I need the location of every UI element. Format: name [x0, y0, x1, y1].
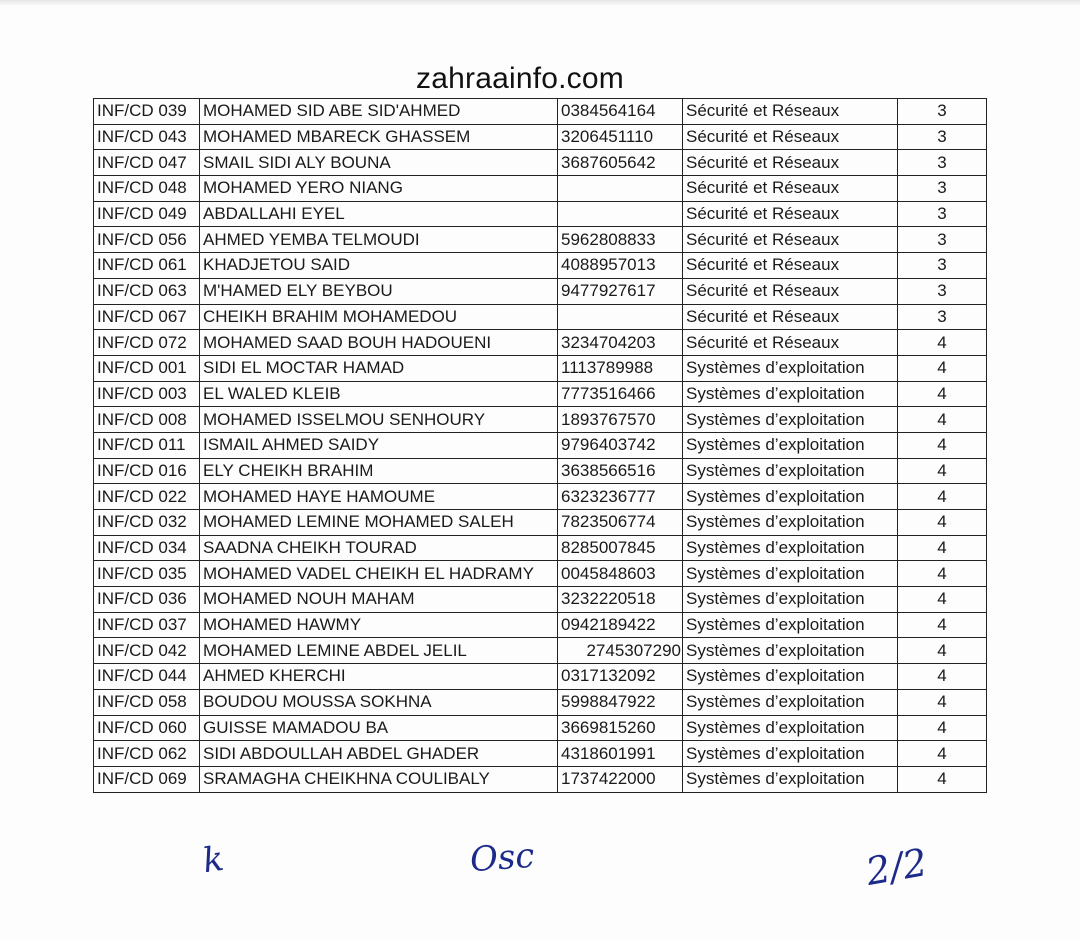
- student-code-cell: INF/CD 060: [94, 715, 200, 741]
- field-cell: Systèmes d’exploitation: [683, 664, 898, 690]
- field-cell: Systèmes d’exploitation: [683, 458, 898, 484]
- table-row: [94, 561, 987, 587]
- student-code-cell: INF/CD 061: [94, 253, 200, 279]
- level-cell: 3: [898, 150, 987, 176]
- phone-cell: 5962808833: [558, 227, 683, 253]
- field-cell: Systèmes d’exploitation: [683, 535, 898, 561]
- level-cell: 4: [898, 381, 987, 407]
- level-cell: 4: [898, 664, 987, 690]
- table-row: [94, 612, 987, 638]
- phone-cell: 3638566516: [558, 458, 683, 484]
- phone-cell: 6323236777: [558, 484, 683, 510]
- phone-cell: 5998847922: [558, 689, 683, 715]
- student-code-cell: INF/CD 034: [94, 535, 200, 561]
- table-row: [94, 664, 987, 690]
- level-cell: 4: [898, 407, 987, 433]
- level-cell: 3: [898, 304, 987, 330]
- table-row: [94, 535, 987, 561]
- table-row: [94, 227, 987, 253]
- phone-cell: 3234704203: [558, 330, 683, 356]
- student-code-cell: INF/CD 022: [94, 484, 200, 510]
- student-name-cell: SIDI ABDOULLAH ABDEL GHADER: [200, 741, 558, 767]
- student-code-cell: INF/CD 032: [94, 510, 200, 536]
- student-name-cell: MOHAMED SID ABE SID'AHMED: [200, 99, 558, 125]
- level-cell: 4: [898, 510, 987, 536]
- phone-cell: [558, 201, 683, 227]
- student-code-cell: INF/CD 037: [94, 612, 200, 638]
- level-cell: 3: [898, 278, 987, 304]
- level-cell: 3: [898, 253, 987, 279]
- phone-cell: 3232220518: [558, 587, 683, 613]
- field-cell: Systèmes d’exploitation: [683, 741, 898, 767]
- student-name-cell: MOHAMED LEMINE ABDEL JELIL: [200, 638, 558, 664]
- student-name-cell: SAADNA CHEIKH TOURAD: [200, 535, 558, 561]
- phone-cell: [558, 176, 683, 202]
- level-cell: 4: [898, 458, 987, 484]
- field-cell: Sécurité et Réseaux: [683, 99, 898, 125]
- level-cell: 4: [898, 330, 987, 356]
- table-row: [94, 689, 987, 715]
- level-cell: 4: [898, 587, 987, 613]
- table-row: [94, 432, 987, 458]
- field-cell: Systèmes d’exploitation: [683, 689, 898, 715]
- table-row: [94, 381, 987, 407]
- student-name-cell: MOHAMED VADEL CHEIKH EL HADRAMY: [200, 561, 558, 587]
- table-row: [94, 278, 987, 304]
- student-name-cell: AHMED KHERCHI: [200, 664, 558, 690]
- phone-cell: 3206451110: [558, 124, 683, 150]
- student-code-cell: INF/CD 047: [94, 150, 200, 176]
- table-row: [94, 741, 987, 767]
- field-cell: Systèmes d’exploitation: [683, 484, 898, 510]
- phone-cell: 9796403742: [558, 432, 683, 458]
- table-row: [94, 484, 987, 510]
- handwritten-page-number: 2/2: [862, 840, 931, 894]
- table-row: [94, 99, 987, 125]
- student-name-cell: ISMAIL AHMED SAIDY: [200, 432, 558, 458]
- table-row: [94, 715, 987, 741]
- phone-cell: [558, 304, 683, 330]
- student-code-cell: INF/CD 043: [94, 124, 200, 150]
- table-row: [94, 638, 987, 664]
- student-code-cell: INF/CD 069: [94, 766, 200, 792]
- student-code-cell: INF/CD 011: [94, 432, 200, 458]
- level-cell: 4: [898, 561, 987, 587]
- table-row: [94, 355, 987, 381]
- level-cell: 4: [898, 432, 987, 458]
- phone-cell: 7823506774: [558, 510, 683, 536]
- student-name-cell: KHADJETOU SAID: [200, 253, 558, 279]
- student-name-cell: ABDALLAHI EYEL: [200, 201, 558, 227]
- table-row: [94, 304, 987, 330]
- student-name-cell: CHEIKH BRAHIM MOHAMEDOU: [200, 304, 558, 330]
- student-code-cell: INF/CD 008: [94, 407, 200, 433]
- table-row: [94, 407, 987, 433]
- student-code-cell: INF/CD 003: [94, 381, 200, 407]
- student-name-cell: MOHAMED SAAD BOUH HADOUENI: [200, 330, 558, 356]
- student-code-cell: INF/CD 035: [94, 561, 200, 587]
- student-code-cell: INF/CD 001: [94, 355, 200, 381]
- student-table: [93, 98, 987, 793]
- student-code-cell: INF/CD 048: [94, 176, 200, 202]
- table-row: [94, 150, 987, 176]
- student-code-cell: INF/CD 062: [94, 741, 200, 767]
- phone-cell: 0317132092: [558, 664, 683, 690]
- level-cell: 4: [898, 766, 987, 792]
- student-code-cell: INF/CD 039: [94, 99, 200, 125]
- field-cell: Systèmes d’exploitation: [683, 510, 898, 536]
- table-row: [94, 587, 987, 613]
- level-cell: 4: [898, 484, 987, 510]
- student-code-cell: INF/CD 056: [94, 227, 200, 253]
- field-cell: Sécurité et Réseaux: [683, 176, 898, 202]
- level-cell: 4: [898, 689, 987, 715]
- phone-cell: 3687605642: [558, 150, 683, 176]
- student-name-cell: MOHAMED HAYE HAMOUME: [200, 484, 558, 510]
- field-cell: Sécurité et Réseaux: [683, 150, 898, 176]
- field-cell: Sécurité et Réseaux: [683, 201, 898, 227]
- student-name-cell: AHMED YEMBA TELMOUDI: [200, 227, 558, 253]
- field-cell: Systèmes d’exploitation: [683, 638, 898, 664]
- field-cell: Systèmes d’exploitation: [683, 587, 898, 613]
- phone-cell: 0045848603: [558, 561, 683, 587]
- phone-cell: 2745307290: [558, 638, 683, 664]
- phone-cell: 0942189422: [558, 612, 683, 638]
- level-cell: 3: [898, 99, 987, 125]
- table-row: [94, 330, 987, 356]
- student-name-cell: MOHAMED ISSELMOU SENHOURY: [200, 407, 558, 433]
- student-name-cell: SRAMAGHA CHEIKHNA COULIBALY: [200, 766, 558, 792]
- field-cell: Systèmes d’exploitation: [683, 407, 898, 433]
- field-cell: Systèmes d’exploitation: [683, 715, 898, 741]
- student-code-cell: INF/CD 044: [94, 664, 200, 690]
- level-cell: 3: [898, 201, 987, 227]
- watermark: zahraainfo.com: [416, 62, 624, 95]
- phone-cell: 3669815260: [558, 715, 683, 741]
- phone-cell: 8285007845: [558, 535, 683, 561]
- phone-cell: 7773516466: [558, 381, 683, 407]
- field-cell: Systèmes d’exploitation: [683, 766, 898, 792]
- level-cell: 4: [898, 535, 987, 561]
- field-cell: Sécurité et Réseaux: [683, 227, 898, 253]
- student-name-cell: MOHAMED YERO NIANG: [200, 176, 558, 202]
- student-name-cell: MOHAMED LEMINE MOHAMED SALEH: [200, 510, 558, 536]
- student-code-cell: INF/CD 058: [94, 689, 200, 715]
- field-cell: Systèmes d’exploitation: [683, 381, 898, 407]
- student-code-cell: INF/CD 042: [94, 638, 200, 664]
- field-cell: Systèmes d’exploitation: [683, 612, 898, 638]
- student-code-cell: INF/CD 049: [94, 201, 200, 227]
- student-name-cell: SMAIL SIDI ALY BOUNA: [200, 150, 558, 176]
- student-code-cell: INF/CD 072: [94, 330, 200, 356]
- student-name-cell: EL WALED KLEIB: [200, 381, 558, 407]
- level-cell: 4: [898, 741, 987, 767]
- field-cell: Systèmes d’exploitation: [683, 355, 898, 381]
- student-code-cell: INF/CD 063: [94, 278, 200, 304]
- student-code-cell: INF/CD 036: [94, 587, 200, 613]
- phone-cell: 0384564164: [558, 99, 683, 125]
- level-cell: 3: [898, 227, 987, 253]
- level-cell: 4: [898, 715, 987, 741]
- level-cell: 4: [898, 612, 987, 638]
- student-name-cell: MOHAMED NOUH MAHAM: [200, 587, 558, 613]
- field-cell: Sécurité et Réseaux: [683, 278, 898, 304]
- field-cell: Systèmes d’exploitation: [683, 432, 898, 458]
- student-name-cell: MOHAMED MBARECK GHASSEM: [200, 124, 558, 150]
- table-row: [94, 458, 987, 484]
- field-cell: Sécurité et Réseaux: [683, 330, 898, 356]
- field-cell: Sécurité et Réseaux: [683, 304, 898, 330]
- handwritten-signature: Osc: [468, 835, 536, 881]
- student-code-cell: INF/CD 016: [94, 458, 200, 484]
- table-row: [94, 124, 987, 150]
- phone-cell: 4318601991: [558, 741, 683, 767]
- level-cell: 3: [898, 124, 987, 150]
- table-row: [94, 253, 987, 279]
- phone-cell: 1737422000: [558, 766, 683, 792]
- phone-cell: 9477927617: [558, 278, 683, 304]
- scan-edge: [0, 0, 1080, 6]
- student-name-cell: MOHAMED HAWMY: [200, 612, 558, 638]
- level-cell: 3: [898, 176, 987, 202]
- phone-cell: 1113789988: [558, 355, 683, 381]
- student-name-cell: BOUDOU MOUSSA SOKHNA: [200, 689, 558, 715]
- student-name-cell: ELY CHEIKH BRAHIM: [200, 458, 558, 484]
- level-cell: 4: [898, 355, 987, 381]
- field-cell: Systèmes d’exploitation: [683, 561, 898, 587]
- student-code-cell: INF/CD 067: [94, 304, 200, 330]
- level-cell: 4: [898, 638, 987, 664]
- handwritten-initial: k: [200, 838, 227, 882]
- table-row: [94, 201, 987, 227]
- field-cell: Sécurité et Réseaux: [683, 253, 898, 279]
- phone-cell: 4088957013: [558, 253, 683, 279]
- table-row: [94, 766, 987, 792]
- student-name-cell: SIDI EL MOCTAR HAMAD: [200, 355, 558, 381]
- student-name-cell: M'HAMED ELY BEYBOU: [200, 278, 558, 304]
- phone-cell: 1893767570: [558, 407, 683, 433]
- table-row: [94, 510, 987, 536]
- table-body: [94, 99, 987, 793]
- student-name-cell: GUISSE MAMADOU BA: [200, 715, 558, 741]
- field-cell: Sécurité et Réseaux: [683, 124, 898, 150]
- table-row: [94, 176, 987, 202]
